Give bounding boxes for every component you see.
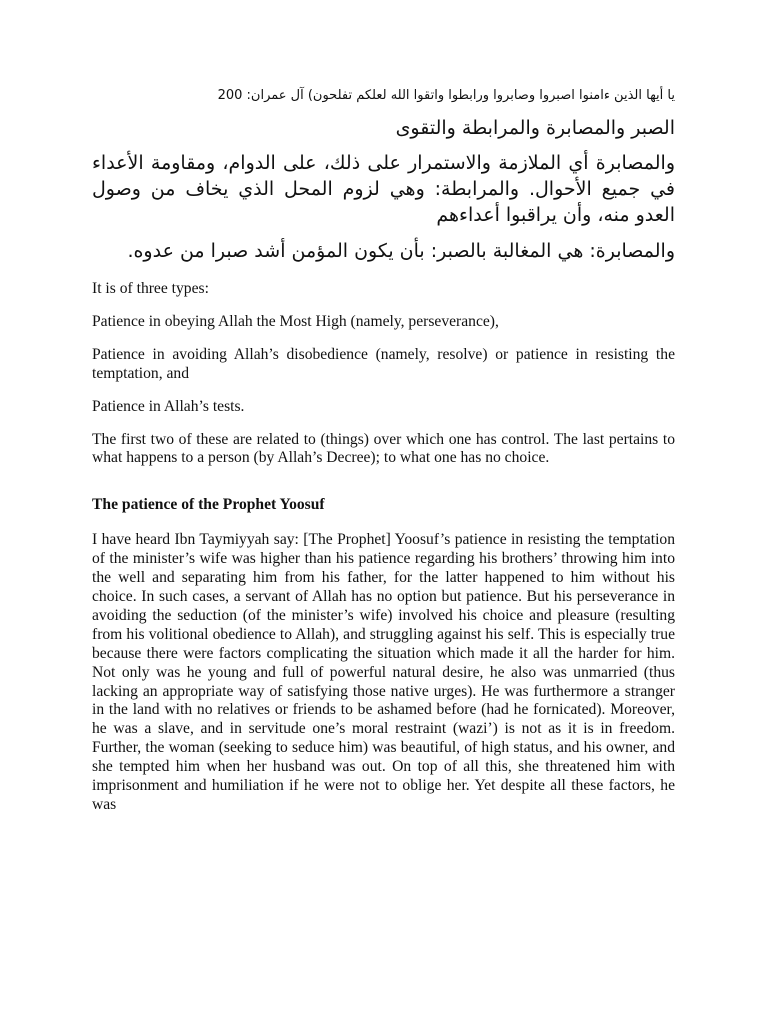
- arabic-heading: الصبر والمصابرة والمرابطة والتقوى: [395, 117, 675, 139]
- type-resolve: Patience in avoiding Allah’s disobedience (namely, resolve) or patience in resisting the temptation, and: [92, 345, 675, 382]
- arabic-paragraph-2: والمصابرة: هي المغالبة بالصبر: بأن يكون المؤمن أشد صبرا من عدوه.: [127, 240, 675, 262]
- type-perseverance: Patience in obeying Allah the Most High (namely, perseverance),: [92, 312, 499, 330]
- document-page: [92, 86, 675, 815]
- section-body: I have heard Ibn Taymiyyah say: [The Prophet] Yoosuf’s patience in resisting the temptation of the minister’s wife was higher than his patience regarding his brothers’ throwing him into the well and separating him from his father, for the latter happened to him without his choice. In such cases, a servant of Allah has no option but patience. But his perseverance in avoiding the seduction (of the minister’s wife) involved his choice and pleasure (resulting from his volitional obedience to Allah), and struggling against his self. This is especially true because there were factors complicating the situation which made it all the harder for him. Not only was he young and full of powerful natural desire, he also was unmarried (thus lacking an appropriate way of satisfying those native urges). He was furthermore a stranger in the land with no relatives or friends to be ashamed before (had he fornicated). Moreover, he was a slave, and in servitude one’s moral restraint (wazi’) is not as it is in freedom. Further, the woman (seeking to seduce him) was beautiful, of high status, and his owner, and she tempted him when her husband was out. On top of all this, she threatened him with imprisonment and humiliation if he were not to oblige her. Yet despite all these factors, he was: [92, 531, 675, 813]
- types-summary: The first two of these are related to (things) over which one has control. The last pertains to what happens to a person (by Allah’s Decree); to what one has no choice.: [92, 430, 675, 467]
- section-heading: The patience of the Prophet Yoosuf: [92, 496, 325, 514]
- arabic-paragraph-1: والمصابرة أي الملازمة والاستمرار على ذلك، على الدوام، ومقاومة الأعداء في جميع الأحوال. والمرابطة: وهي لزوم المحل الذي يخاف من وصول العدو منه، وأن يراقبوا أعداءهم: [92, 152, 675, 226]
- types-intro: It is of three types:: [92, 280, 209, 297]
- quran-verse: يا أيها الذين ءامنوا اصبروا وصابروا ورابطوا واتقوا الله لعلكم تفلحون) آل عمران: 200: [217, 88, 675, 103]
- type-tests: Patience in Allah’s tests.: [92, 397, 245, 415]
